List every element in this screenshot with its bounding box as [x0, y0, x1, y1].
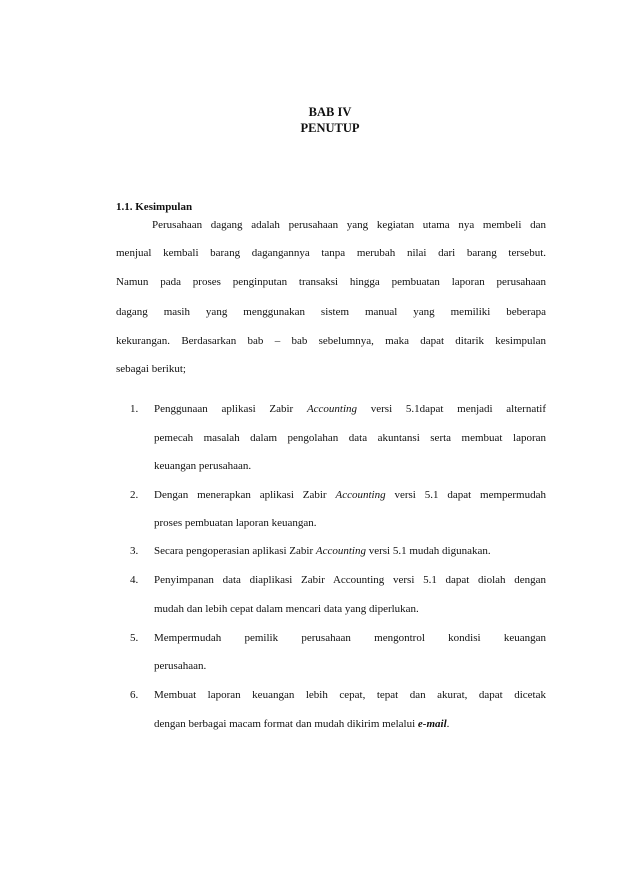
chapter-title: PENUTUP — [300, 121, 360, 135]
list-item-number: 3. — [130, 545, 139, 557]
list-item-number: 6. — [130, 689, 139, 701]
paragraph-line: sebagai berikut; — [116, 363, 186, 375]
list-item-line: Dengan menerapkan aplikasi Zabir Accounting versi 5.1 dapat mempermudah — [154, 489, 546, 501]
list-item-line: Penggunaan aplikasi Zabir Accounting versi 5.1dapat menjadi alternatif — [154, 403, 546, 415]
list-item-line: perusahaan. — [154, 660, 207, 672]
chapter-label: BAB IV — [308, 105, 352, 119]
list-item-number: 4. — [130, 574, 139, 586]
paragraph-line: menjual kembali barang dagangannya tanpa merubah nilai dari barang tersebut. — [116, 247, 546, 259]
list-item-line: Secara pengoperasian aplikasi Zabir Accounting versi 5.1 mudah digunakan. — [154, 545, 491, 557]
list-item-number: 1. — [130, 403, 139, 415]
section-heading: 1.1. Kesimpulan — [116, 201, 193, 213]
paragraph-line: kekurangan. Berdasarkan bab – bab sebelumnya, maka dapat ditarik kesimpulan — [116, 335, 546, 347]
list-item-line: Penyimpanan data diaplikasi Zabir Accounting versi 5.1 dapat diolah dengan — [154, 574, 546, 586]
list-item-number: 5. — [130, 632, 139, 644]
list-item-line: mudah dan lebih cepat dalam mencari data yang diperlukan. — [154, 603, 419, 615]
list-item-line: proses pembuatan laporan keuangan. — [154, 517, 317, 529]
paragraph-line: dagang masih yang menggunakan sistem manual yang memiliki beberapa — [116, 306, 546, 318]
list-item-line: pemecah masalah dalam pengolahan data akuntansi serta membuat laporan — [154, 432, 546, 444]
paragraph-line: Perusahaan dagang adalah perusahaan yang kegiatan utama nya membeli dan — [152, 219, 546, 231]
list-item-line: Mempermudah pemilik perusahaan mengontrol kondisi keuangan — [154, 632, 546, 644]
paragraph-line: Namun pada proses penginputan transaksi hingga pembuatan laporan perusahaan — [116, 276, 546, 288]
list-item-line: Membuat laporan keuangan lebih cepat, tepat dan akurat, dapat dicetak — [154, 689, 546, 701]
list-item-line: dengan berbagai macam format dan mudah dikirim melalui e-mail. — [154, 718, 450, 730]
list-item-number: 2. — [130, 489, 139, 501]
list-item-line: keuangan perusahaan. — [154, 460, 252, 472]
